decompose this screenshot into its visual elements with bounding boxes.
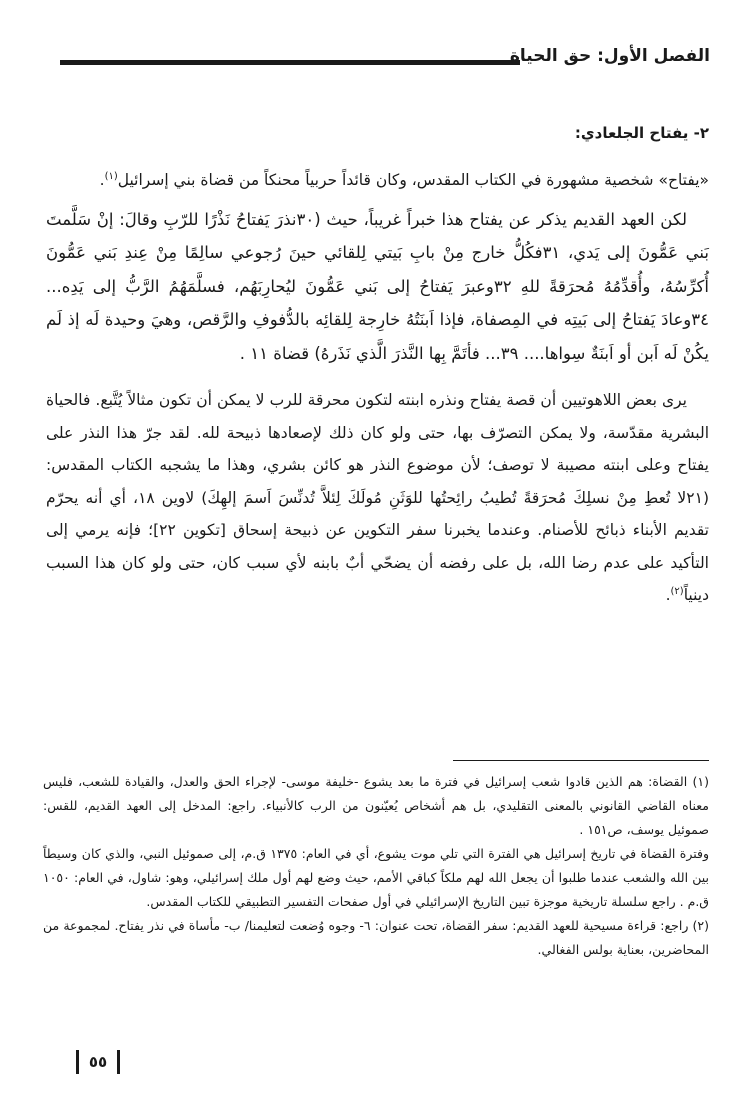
discussion-end: . [665,586,671,604]
discussion-paragraph [46,384,709,612]
intro-text: «يفتاح» شخصية مشهورة في الكتاب المقدس، وكان قائداً حربياً محنكاً من قضاة بني إسرائيل [117,171,709,189]
page-number: ٥٥ [88,1053,108,1071]
footnote-rule [453,760,709,761]
page-header [60,44,710,74]
intro-paragraph [46,164,709,197]
section-heading: ٢- يفتاح الجلعادي: [574,124,709,142]
footnotes [43,770,709,962]
page-number-box [76,1050,120,1074]
quote-paragraph: لكن العهد القديم يذكر عن يفتاح هذا خبراً غريباً، حيث (٣٠نذرَ يَفتاحُ نَذْرًا للرّبِ وقالَ: إنْ سَلَّمتَ بَني عَمُّونَ إلى يَدي، ٣١فكُلُّ خارج مِنْ بابِ بَيتي لِلقائي حينَ رُجوعي سالِمًا مِنْ عِندِ بَني عَمُّونَ أُكرِّسُهُ، وأُقدِّمُهُ مُحرَقةً للهِ ٣٢وعبرَ يَفتاحُ إلى بَني عَمُّونَ ليُحارِبَهُم، فسلَّمَهُمُ الرَّبُّ إلى يَدِه... ٣٤وعادَ يَفتاحُ إلى بَيتِه في المِصفاة، فإذا اَبنَتُهُ خارِجة لِلقائِه بالدُّفوفِ والرَّقص، وهيَ وحيدة لَه إذ لَم يكُنْ لَه اَبن أو اَبنَةٌ سِواها.... ٣٩... فأتَمَّ بِها النَّذرَ الَّذي نَذَرهُ) قضاة ١١ . [46,209,710,363]
footnote-2: (٢) راجع: قراءة مسيحية للعهد القديم: سفر القضاة، تحت عنوان: ٦- وجوه وُضعت لتعليمنا/ ب- مأساة في نذر يفتاح. لمجموعة من المحاضرين، بعناية بولس الفغالي. [43,918,709,957]
main-text [46,164,709,626]
header-rule [60,60,520,65]
footnote-1-continued: وفترة القضاة في تاريخ إسرائيل هي الفترة التي تلي موت يشوع، أي في العام: ١٣٧٥ ق.م، إلى صموئيل النبي، والذي كان وسيطاً بين الله والشعب عندما طلبوا أن يجعل الله لهم ملكاً كباقي الأمم، حيث وضع لهم أول ملك إسرائيلي، وهو: شاول، في العام: ١٠٥٠ ق.م . راجع سلسلة تاريخية موجزة تبين التاريخ الإسرائيلي في أول صفحات التفسير التطبيقي للكتاب المقدس. [43,846,709,909]
footnote-1: (١) القضاة: هم الذين قادوا شعب إسرائيل في فترة ما بعد يشوع -خليفة موسى- لإجراء الحق والعدل، والقيادة للشعب، فليس معناه القاضي القانوني بالمعنى التقليدي، بل هم أشخاص يُعيّنون من الرب كالأنبياء. راجع: المدخل إلى العهد القديم، للقس: صموئيل يوسف، ص١٥١ . [43,774,709,837]
discussion-text: يرى بعض اللاهوتيين أن قصة يفتاح ونذره ابنته لتكون محرقة للرب لا يمكن أن تكون مثالاً يُتَّبع. فالحياة البشرية مقدّسة، ولا يمكن التصرّف بها، حتى ولو كان ذلك لإصعادها ذبيحة لله. لقد جرّ هذا النذر على يفتاح وعلى ابنته مصيبة لا توصف؛ لأن موضوع النذر هو كائن بشري، وهذا ما يشجبه الكتاب المقدس: (٢١لا تُعطِ مِنْ نسلِكَ مُحرَقةً تُطيبُ رائِحتُها للوَثَنِ مُولَكَ لِئلاَّ تُدنِّسَ اَسمَ إلهِكَ) لاوين ١٨، أي أنه يحرّم تقديم الأبناء ذبائح للأصنام. وعندما يخبرنا سفر التكوين عن ذبيحة إسحاق [تكوين ٢٢]؛ فإنه يرمي إلى التأكيد على عدم رضا الله، بل على رفضه أن يضحّي أبٌ بابنه لأي سبب كان، حتى ولو كان هذا السبب دينياً [46,391,709,604]
footnote-ref-1: (١) [104,170,118,182]
footnote-ref-2: (٢) [670,585,684,597]
chapter-title: الفصل الأول: حق الحياة [509,46,710,66]
intro-end: . [99,171,105,189]
